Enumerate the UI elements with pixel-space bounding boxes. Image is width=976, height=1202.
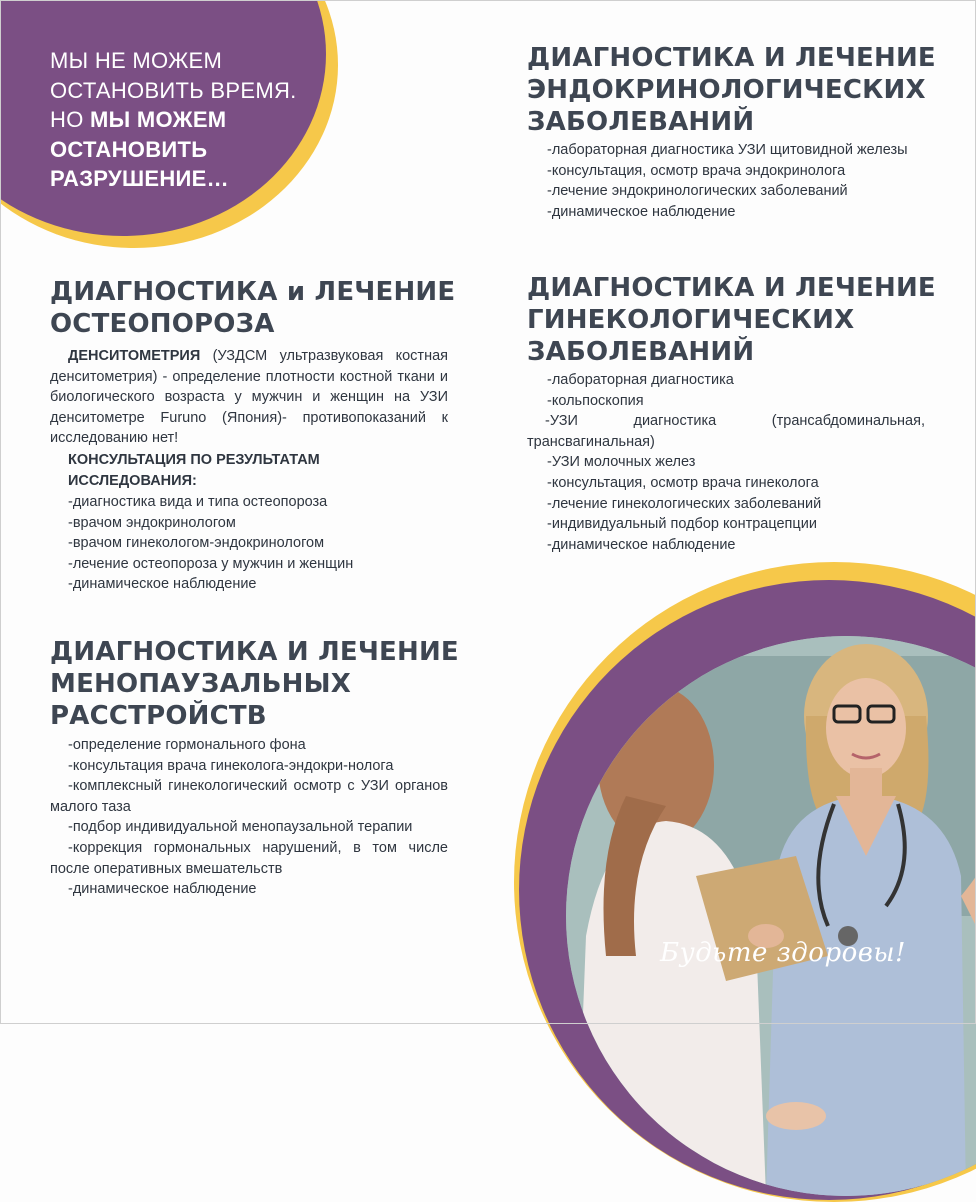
gynecology-title bbox=[527, 272, 936, 368]
list-item: -врачом гинекологом-эндокринологом bbox=[68, 535, 325, 552]
list-item: -диагностика вида и типа остеопороза bbox=[68, 494, 328, 510]
bubble-line-2: ОСТАНОВИТЬ ВРЕМЯ. bbox=[50, 77, 297, 103]
bubble-line-5-bold: РАЗРУШЕНИЕ… bbox=[50, 166, 229, 191]
list-item: -определение гормонального фона bbox=[68, 737, 306, 753]
bubble-line-4-bold: ОСТАНОВИТЬ bbox=[50, 136, 208, 162]
menopause-title-line-3: РАССТРОЙСТВ bbox=[50, 701, 267, 731]
list-item: -УЗИ диагностика (трансабдоминальная, трансвагинальная) bbox=[527, 413, 925, 450]
list-item: -консультация, осмотр врача эндокринолога bbox=[547, 162, 846, 179]
bubble-line-3-plain: НО bbox=[50, 107, 91, 132]
list-item: -лечение остеопороза у мужчин и женщин bbox=[68, 555, 354, 572]
slogan-text: Будьте здоровы! bbox=[660, 938, 906, 968]
bubble-line-3 bbox=[50, 105, 320, 135]
menopause-list bbox=[50, 735, 448, 900]
endocrine-list bbox=[527, 140, 927, 222]
gynecology-list bbox=[527, 370, 925, 555]
list-item: -консультация врача гинеколога-эндокри-нолога bbox=[68, 757, 394, 774]
bubble-line-1: МЫ НЕ МОЖЕМ bbox=[50, 48, 223, 73]
osteoporosis-title bbox=[50, 276, 455, 340]
gynecology-title-line-1: ДИАГНОСТИКА И ЛЕЧЕНИЕ bbox=[527, 273, 936, 303]
endocrine-title-line-3: ЗАБОЛЕВАНИЙ bbox=[527, 107, 755, 137]
osteoporosis-title-line-2: ОСТЕОПОРОЗА bbox=[50, 309, 275, 339]
list-item: -коррекция гормональных нарушений, в том числе после оперативных вмешательств bbox=[50, 839, 448, 877]
doctor-illustration bbox=[566, 636, 976, 1196]
endocrine-title-line-2: ЭНДОКРИНОЛОГИЧЕСКИХ bbox=[527, 75, 926, 105]
doctor-photo bbox=[566, 636, 976, 1196]
list-item: -кольпоскопия bbox=[547, 392, 644, 409]
consultation-heading-line-2: ИССЛЕДОВАНИЯ: bbox=[68, 472, 197, 489]
list-item: -подбор индивидуальной менопаузальной терапии bbox=[68, 819, 413, 836]
list-item: -врачом эндокринологом bbox=[68, 514, 236, 531]
endocrine-title bbox=[527, 42, 936, 138]
list-item: -индивидуальный подбор контрацепции bbox=[547, 516, 817, 533]
consultation-heading bbox=[68, 450, 448, 491]
list-item: -динамическое наблюдение bbox=[68, 576, 257, 593]
list-item: -лечение эндокринологических заболеваний bbox=[547, 183, 848, 200]
osteoporosis-title-line-1: ДИАГНОСТИКА и ЛЕЧЕНИЕ bbox=[50, 277, 456, 307]
list-item: -динамическое наблюдение bbox=[68, 881, 257, 898]
densitometry-paragraph bbox=[50, 346, 448, 449]
bubble-slogan bbox=[50, 46, 320, 194]
bubble-line-4 bbox=[50, 135, 320, 165]
consultation-heading-line-1: КОНСУЛЬТАЦИЯ ПО РЕЗУЛЬТАТАМ bbox=[68, 452, 320, 468]
gynecology-title-line-3: ЗАБОЛЕВАНИЙ bbox=[527, 337, 755, 367]
densitometry-label: ДЕНСИТОМЕТРИЯ bbox=[68, 348, 201, 364]
menopause-title bbox=[50, 636, 459, 732]
list-item: -УЗИ молочных желез bbox=[547, 454, 696, 471]
list-item: -лечение гинекологических заболеваний bbox=[547, 495, 822, 512]
osteoporosis-list bbox=[68, 492, 448, 595]
list-item: -консультация, осмотр врача гинеколога bbox=[547, 474, 819, 491]
menopause-title-line-1: ДИАГНОСТИКА И ЛЕЧЕНИЕ bbox=[50, 637, 459, 667]
list-item: -комплексный гинекологический осмотр с УЗИ органов малого таза bbox=[50, 778, 448, 815]
list-item: -динамическое наблюдение bbox=[547, 536, 736, 553]
list-item: -лабораторная диагностика bbox=[547, 372, 734, 388]
gynecology-title-line-2: ГИНЕКОЛОГИЧЕСКИХ bbox=[527, 305, 855, 335]
list-item: -динамическое наблюдение bbox=[547, 203, 736, 220]
bubble-line-5 bbox=[50, 164, 320, 194]
endocrine-title-line-1: ДИАГНОСТИКА И ЛЕЧЕНИЕ bbox=[527, 43, 936, 73]
menopause-title-line-2: МЕНОПАУЗАЛЬНЫХ bbox=[50, 669, 351, 699]
bubble-line-3-bold: МЫ МОЖЕМ bbox=[90, 107, 227, 132]
list-item: -лабораторная диагностика УЗИ щитовидной железы bbox=[547, 142, 908, 158]
densitometry-text: (УЗДСМ ультразвуковая костная денситометрия) - определение плотности костной ткани и биологического возраста у мужчин и женщин на УЗИ денситометре Furuno (Япония)- противопоказаний к исследованию нет! bbox=[50, 348, 448, 447]
